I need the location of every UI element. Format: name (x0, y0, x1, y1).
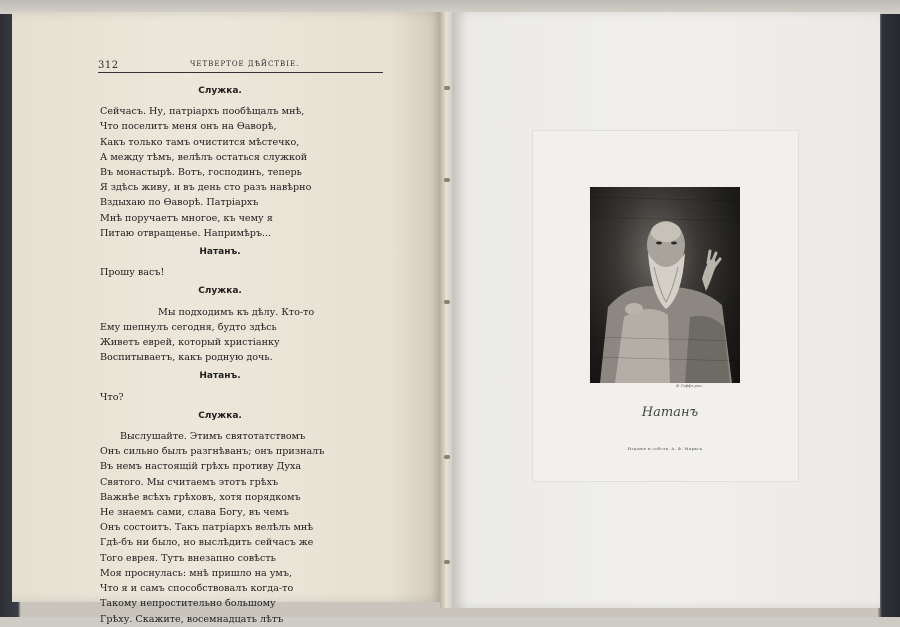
text-line: Моя проснулась: мнѣ пришло на умъ, (100, 567, 293, 579)
plate-caption: Натанъ (641, 405, 699, 420)
text-line: Мнѣ поручаетъ многое, къ чему я (100, 212, 273, 224)
text-line: Сейчасъ. Ну, патрiархъ пообѣщалъ мнѣ, (100, 106, 305, 118)
speaker-heading: Служка. (198, 410, 242, 421)
text-line: А между тѣмъ, велѣлъ остаться служкой (100, 151, 308, 163)
engraver-credit: Ф. Гоффъ рѣз. (676, 384, 703, 388)
text-line: Грѣху. Скажите, восемнадцать лѣтъ (100, 613, 284, 625)
text-line: Гдѣ-бъ ни было, но выслѣдить сейчасъ же (100, 537, 314, 549)
text-line: Онъ состоитъ. Такъ патрiархъ велѣлъ мнѣ (100, 522, 314, 534)
text-line: Ему шепнулъ сегодня, будто здѣсь (100, 321, 277, 333)
speaker-heading: Натанъ. (199, 371, 241, 382)
binding-stitch (444, 455, 450, 459)
text-line: Что? (100, 391, 124, 403)
text-line: Того еврея. Тутъ внезапно совѣсть (100, 552, 276, 564)
text-line: Въ монастырѣ. Вотъ, господинъ, теперь (100, 167, 302, 179)
text-line: Не знаемъ сами, слава Богу, въ чемъ (100, 507, 289, 519)
text-line: Какъ только тамъ очистится мѣстечко, (100, 136, 300, 148)
plate-imprint: Изданiе и собств. А. Ф. Маркса (627, 446, 703, 451)
speaker-heading: Служка. (198, 286, 242, 297)
text-line: Воспитываетъ, какъ родную дочь. (100, 352, 273, 364)
text-line: Я здѣсь живу, и въ день сто разъ навѣрно (100, 182, 312, 194)
portrait-engraving (590, 187, 740, 383)
binding-stitch (444, 178, 450, 182)
text-line: Въ немъ настоящiй грѣхъ противу Духа (100, 461, 302, 473)
binding-stitch (444, 86, 450, 90)
running-head: ЧЕТВЕРТОЕ ДѢЙСТВIЕ. (190, 60, 300, 68)
text-line: Святого. Мы считаемъ этотъ грѣхъ (100, 476, 279, 488)
text-line: Такому непростительно большому (100, 598, 276, 610)
page-number: 312 (98, 60, 119, 71)
page-header (98, 56, 383, 73)
play-text (100, 80, 400, 627)
text-line: Что я и самъ способствовалъ когда-то (100, 583, 294, 595)
speaker-heading: Натанъ. (199, 247, 241, 258)
portrait-figure (590, 187, 740, 383)
text-line: Мы подходимъ къ дѣлу. Кто-то (158, 306, 315, 318)
text-line: Выслушайте. Этимъ святотатствомъ (120, 431, 306, 443)
text-line: Онъ сильно былъ разгнѣванъ; онъ призналъ (100, 446, 325, 458)
speaker-heading: Служка. (198, 86, 242, 96)
text-line: Вздыхаю по Ѳаворѣ. Патрiархъ (100, 197, 259, 209)
text-line: Живетъ еврей, который христiанку (100, 337, 280, 349)
binding-stitch (444, 300, 450, 304)
binding-stitch (444, 560, 450, 564)
text-line: Прошу васъ! (100, 267, 165, 279)
text-line: Важнѣе всѣхъ грѣховъ, хотя порядкомъ (100, 491, 301, 503)
text-line: Что поселитъ меня онъ на Ѳаворѣ, (100, 121, 277, 133)
text-line: Питаю отвращенье. Напримѣръ... (100, 227, 272, 239)
